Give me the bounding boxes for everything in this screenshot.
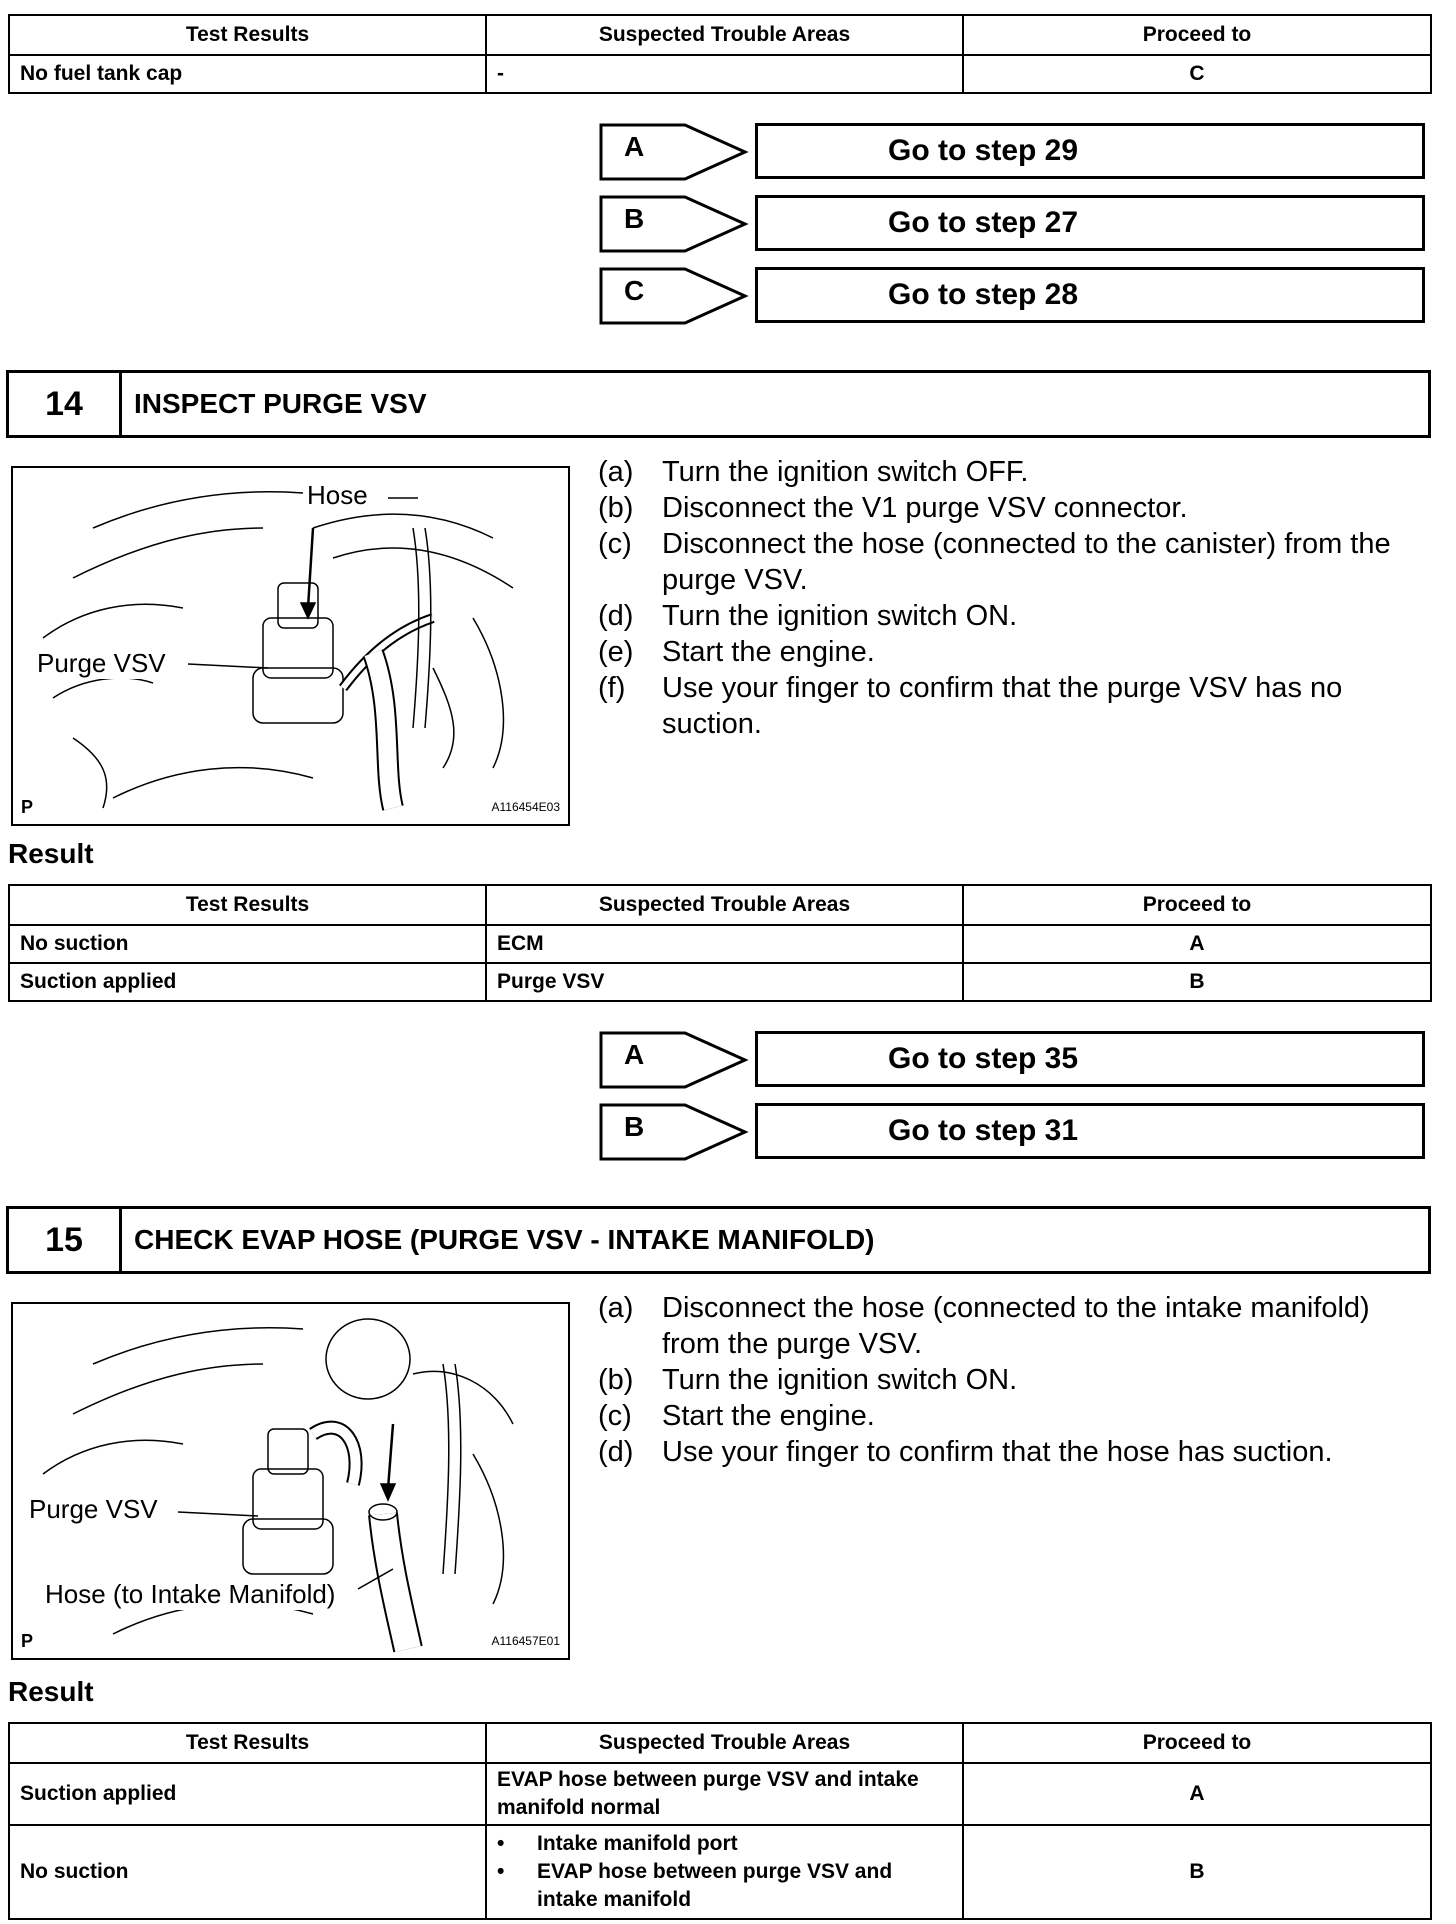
label-hose: Hose — [307, 480, 368, 510]
figure-corner-mark: P — [21, 1631, 34, 1651]
item-text: Disconnect the V1 purge VSV connector. — [662, 492, 1188, 524]
list-item — [598, 526, 1428, 598]
item-text: Turn the ignition switch ON. — [662, 1364, 1018, 1396]
list-item — [598, 1362, 1428, 1398]
table-row — [9, 963, 1431, 1001]
list-item — [598, 454, 1428, 490]
goto-step-button[interactable] — [755, 1103, 1425, 1159]
step-number: 14 — [9, 373, 122, 435]
step-number: 15 — [9, 1209, 122, 1271]
cell-test: No suction — [9, 1825, 486, 1919]
cell-test: Suction applied — [9, 1763, 486, 1825]
branch-letter: A — [624, 1039, 645, 1070]
table-row — [9, 1763, 1431, 1825]
branch-letter: C — [624, 275, 645, 306]
item-label: (c) — [598, 528, 632, 560]
result-heading: Result — [8, 838, 94, 869]
list-item: • Intake manifold port — [497, 1830, 952, 1858]
list-item — [598, 598, 1428, 634]
list-item — [598, 1434, 1428, 1470]
branch-arrow-b[interactable] — [599, 195, 744, 253]
item-text: Disconnect the hose (connected to the intake manifold) from the purge VSV. — [662, 1292, 1370, 1360]
header-proceed-to: Proceed to — [963, 885, 1431, 925]
header-suspected-areas: Suspected Trouble Areas — [486, 15, 963, 55]
cell-area: - — [486, 55, 963, 93]
goto-step-button[interactable] — [755, 123, 1425, 179]
figure-evap-hose — [11, 1302, 570, 1660]
goto-step-button[interactable] — [755, 267, 1425, 323]
header-proceed-to: Proceed to — [963, 15, 1431, 55]
step-title: CHECK EVAP HOSE (PURGE VSV - INTAKE MANIFOLD) — [134, 1224, 875, 1255]
step-15-header — [6, 1206, 1431, 1274]
cell-test: Suction applied — [9, 963, 486, 1001]
label-hose-intake: Hose (to Intake Manifold) — [45, 1579, 336, 1609]
cell-area — [486, 1825, 963, 1919]
branch-letter: B — [624, 1111, 645, 1142]
item-text: Turn the ignition switch ON. — [662, 600, 1018, 632]
item-text: Disconnect the hose (connected to the canister) from the purge VSV. — [662, 528, 1391, 596]
cell-proceed: A — [963, 1763, 1431, 1825]
item-text: EVAP hose between purge VSV and intake manifold — [537, 1860, 893, 1911]
branch-letter: B — [624, 203, 645, 234]
header-test-results: Test Results — [9, 15, 486, 55]
step-14-header — [6, 370, 1431, 438]
step-15-instructions — [598, 1290, 1428, 1470]
goto-label: Go to step 31 — [888, 1114, 1079, 1147]
cell-area: Purge VSV — [486, 963, 963, 1001]
bullet-list — [497, 1830, 952, 1914]
result-heading: Result — [8, 1676, 94, 1707]
item-text: Start the engine. — [662, 636, 875, 668]
goto-label: Go to step 27 — [888, 206, 1079, 239]
cell-test: No suction — [9, 925, 486, 963]
item-text: Intake manifold port — [537, 1832, 738, 1855]
item-label: (f) — [598, 672, 626, 704]
list-item — [598, 1398, 1428, 1434]
header-suspected-areas: Suspected Trouble Areas — [486, 1723, 963, 1763]
item-text: Use your finger to confirm that the hose has suction. — [662, 1436, 1333, 1468]
list-item — [598, 1290, 1428, 1362]
leader-lines — [13, 468, 568, 824]
item-text: Start the engine. — [662, 1400, 875, 1432]
list-item — [598, 490, 1428, 526]
label-purge-vsv: Purge VSV — [29, 1494, 158, 1524]
cell-proceed: C — [963, 55, 1431, 93]
step-14-instructions — [598, 454, 1428, 742]
item-label: (d) — [598, 600, 634, 632]
list-item — [598, 634, 1428, 670]
cell-test: No fuel tank cap — [9, 55, 486, 93]
branch-arrow-c[interactable] — [599, 267, 744, 325]
branch-arrow-a[interactable] — [599, 123, 744, 181]
item-label: (a) — [598, 1292, 634, 1324]
list-item: • EVAP hose between purge VSV and intake manifold — [497, 1858, 952, 1914]
goto-label: Go to step 28 — [888, 278, 1079, 311]
branch-letter: A — [624, 131, 645, 162]
header-proceed-to: Proceed to — [963, 1723, 1431, 1763]
list-item — [598, 670, 1428, 742]
item-label: (a) — [598, 456, 634, 488]
cell-area: ECM — [486, 925, 963, 963]
cell-proceed: B — [963, 963, 1431, 1001]
branch-arrow-a[interactable] — [599, 1031, 744, 1089]
item-label: (e) — [598, 636, 634, 668]
cell-area: EVAP hose between purge VSV and intake manifold normal — [486, 1763, 963, 1825]
top-result-table — [8, 14, 1432, 94]
goto-step-button[interactable] — [755, 1031, 1425, 1087]
header-test-results: Test Results — [9, 885, 486, 925]
step-14-result-table — [8, 884, 1432, 1002]
figure-purge-vsv — [11, 466, 570, 826]
step-15-result-table — [8, 1722, 1432, 1920]
item-text: Turn the ignition switch OFF. — [662, 456, 1029, 488]
cell-proceed: A — [963, 925, 1431, 963]
goto-label: Go to step 29 — [888, 134, 1079, 167]
figure-corner-mark: P — [21, 797, 34, 817]
header-suspected-areas: Suspected Trouble Areas — [486, 885, 963, 925]
cell-proceed: B — [963, 1825, 1431, 1919]
header-test-results: Test Results — [9, 1723, 486, 1763]
item-label: (b) — [598, 492, 634, 524]
figure-code: A116457E01 — [491, 1634, 560, 1648]
item-label: (c) — [598, 1400, 632, 1432]
goto-step-button[interactable] — [755, 195, 1425, 251]
goto-label: Go to step 35 — [888, 1042, 1079, 1075]
table-row — [9, 55, 1431, 93]
item-label: (d) — [598, 1436, 634, 1468]
label-purge-vsv: Purge VSV — [37, 648, 166, 678]
item-label: (b) — [598, 1364, 634, 1396]
step-title: INSPECT PURGE VSV — [134, 388, 427, 419]
item-text: Use your finger to confirm that the purge VSV has no suction. — [662, 672, 1343, 740]
figure-code: A116454E03 — [491, 800, 560, 814]
table-row — [9, 925, 1431, 963]
branch-arrow-b[interactable] — [599, 1103, 744, 1161]
table-row — [9, 1825, 1431, 1919]
